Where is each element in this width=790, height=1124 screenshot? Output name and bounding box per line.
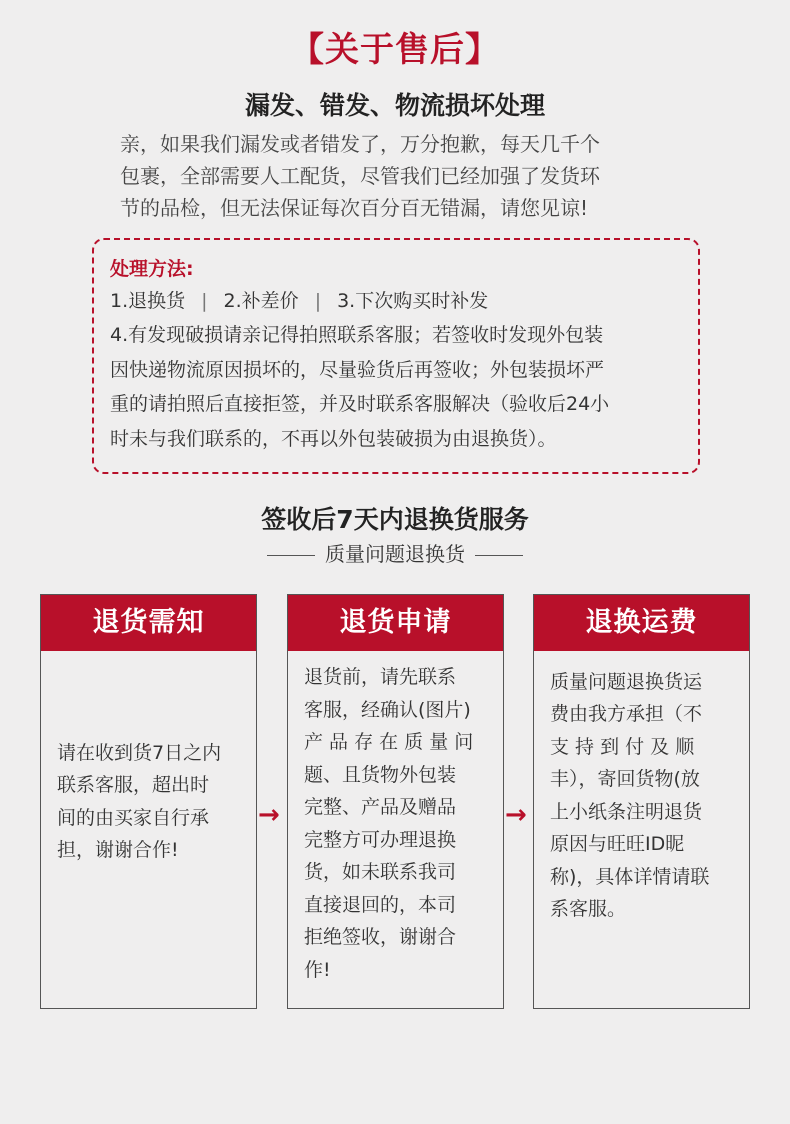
method-detail-line: 4.有发现破损请亲记得拍照联系客服；若签收时发现外包装	[110, 324, 604, 346]
card-line: 称)，具体详情请联	[550, 865, 710, 888]
card-line: 货，如未联系我司	[304, 861, 457, 883]
card-heading: 退货需知	[41, 595, 256, 651]
card-text	[304, 661, 473, 986]
card-body	[41, 651, 256, 1008]
divider-line-right	[475, 555, 523, 556]
card-line: 上小纸条注明退货	[550, 800, 703, 823]
method-detail-line: 因快递物流原因损坏的，尽量验货后再签收；外包装损坏严	[110, 358, 605, 381]
card-line: 支 持 到 付 及 顺	[550, 735, 695, 758]
card-line: 作!	[304, 958, 331, 981]
card-line: 题、且货物外包装	[304, 763, 457, 786]
method-option-refund: 2.补差价	[223, 290, 299, 312]
method-detail-line: 重的请拍照后直接拒签，并及时联系客服解决（验收后24小	[110, 393, 610, 415]
card-line: 联系客服，超出时	[57, 774, 210, 796]
service-title: 签收后7天内退换货服务	[261, 505, 529, 534]
card-text	[57, 737, 221, 867]
card-line: 费由我方承担（不	[550, 703, 703, 725]
card-line: 完整方可办理退换	[304, 828, 457, 851]
card-line: 系客服。	[550, 898, 627, 920]
handling-method-box	[92, 238, 700, 474]
method-option-resend: 3.下次购买时补发	[337, 290, 489, 312]
method-option-return: 1.退换货	[110, 290, 186, 312]
intro-paragraph	[120, 128, 680, 224]
card-return-shipping	[533, 594, 750, 1009]
card-body	[534, 651, 749, 1008]
arrow-right-icon: →	[505, 800, 527, 830]
page-title: 【关于售后】	[290, 30, 500, 70]
divider-line-left	[267, 555, 315, 556]
card-heading: 退货申请	[288, 595, 503, 651]
card-text	[550, 666, 709, 926]
card-return-notice	[40, 594, 257, 1009]
card-line: 请在收到货7日之内	[57, 741, 222, 764]
card-line: 完整、产品及赠品	[304, 796, 457, 818]
card-line: 退货前，请先联系	[304, 666, 457, 688]
card-line: 担，谢谢合作!	[57, 839, 179, 861]
method-details	[110, 318, 680, 456]
card-line: 产 品 存 在 质 量 问	[304, 731, 474, 753]
section-heading-damage: 漏发、错发、物流损坏处理	[244, 91, 545, 120]
card-line: 拒绝签收，谢谢合	[304, 926, 457, 948]
option-separator: |	[314, 290, 322, 312]
method-title: 处理方法:	[110, 258, 194, 280]
card-line: 客服，经确认(图片)	[304, 698, 471, 721]
card-line: 间的由买家自行承	[57, 806, 210, 829]
card-line: 原因与旺旺ID昵	[550, 833, 685, 855]
option-separator: |	[201, 290, 208, 312]
service-subtitle	[0, 538, 790, 567]
card-heading: 退换运费	[534, 595, 749, 651]
card-body	[288, 651, 503, 1008]
card-line: 直接退回的，本司	[304, 893, 457, 916]
card-return-application	[287, 594, 504, 1009]
card-line: 质量问题退换货运	[550, 670, 703, 693]
intro-line: 包裹，全部需要人工配货，尽管我们已经加强了发货环	[120, 164, 600, 188]
service-subtitle-text: 质量问题退换货	[325, 542, 465, 566]
intro-line: 节的品检，但无法保证每次百分百无错漏，请您见谅!	[120, 196, 589, 220]
method-detail-line: 时未与我们联系的，不再以外包装破损为由退换货）。	[110, 427, 557, 450]
arrow-right-icon: →	[258, 800, 280, 830]
intro-line: 亲，如果我们漏发或者错发了，万分抱歉，每天几千个	[120, 132, 600, 156]
method-options	[110, 284, 680, 318]
card-line: 丰），寄回货物(放	[550, 768, 700, 790]
